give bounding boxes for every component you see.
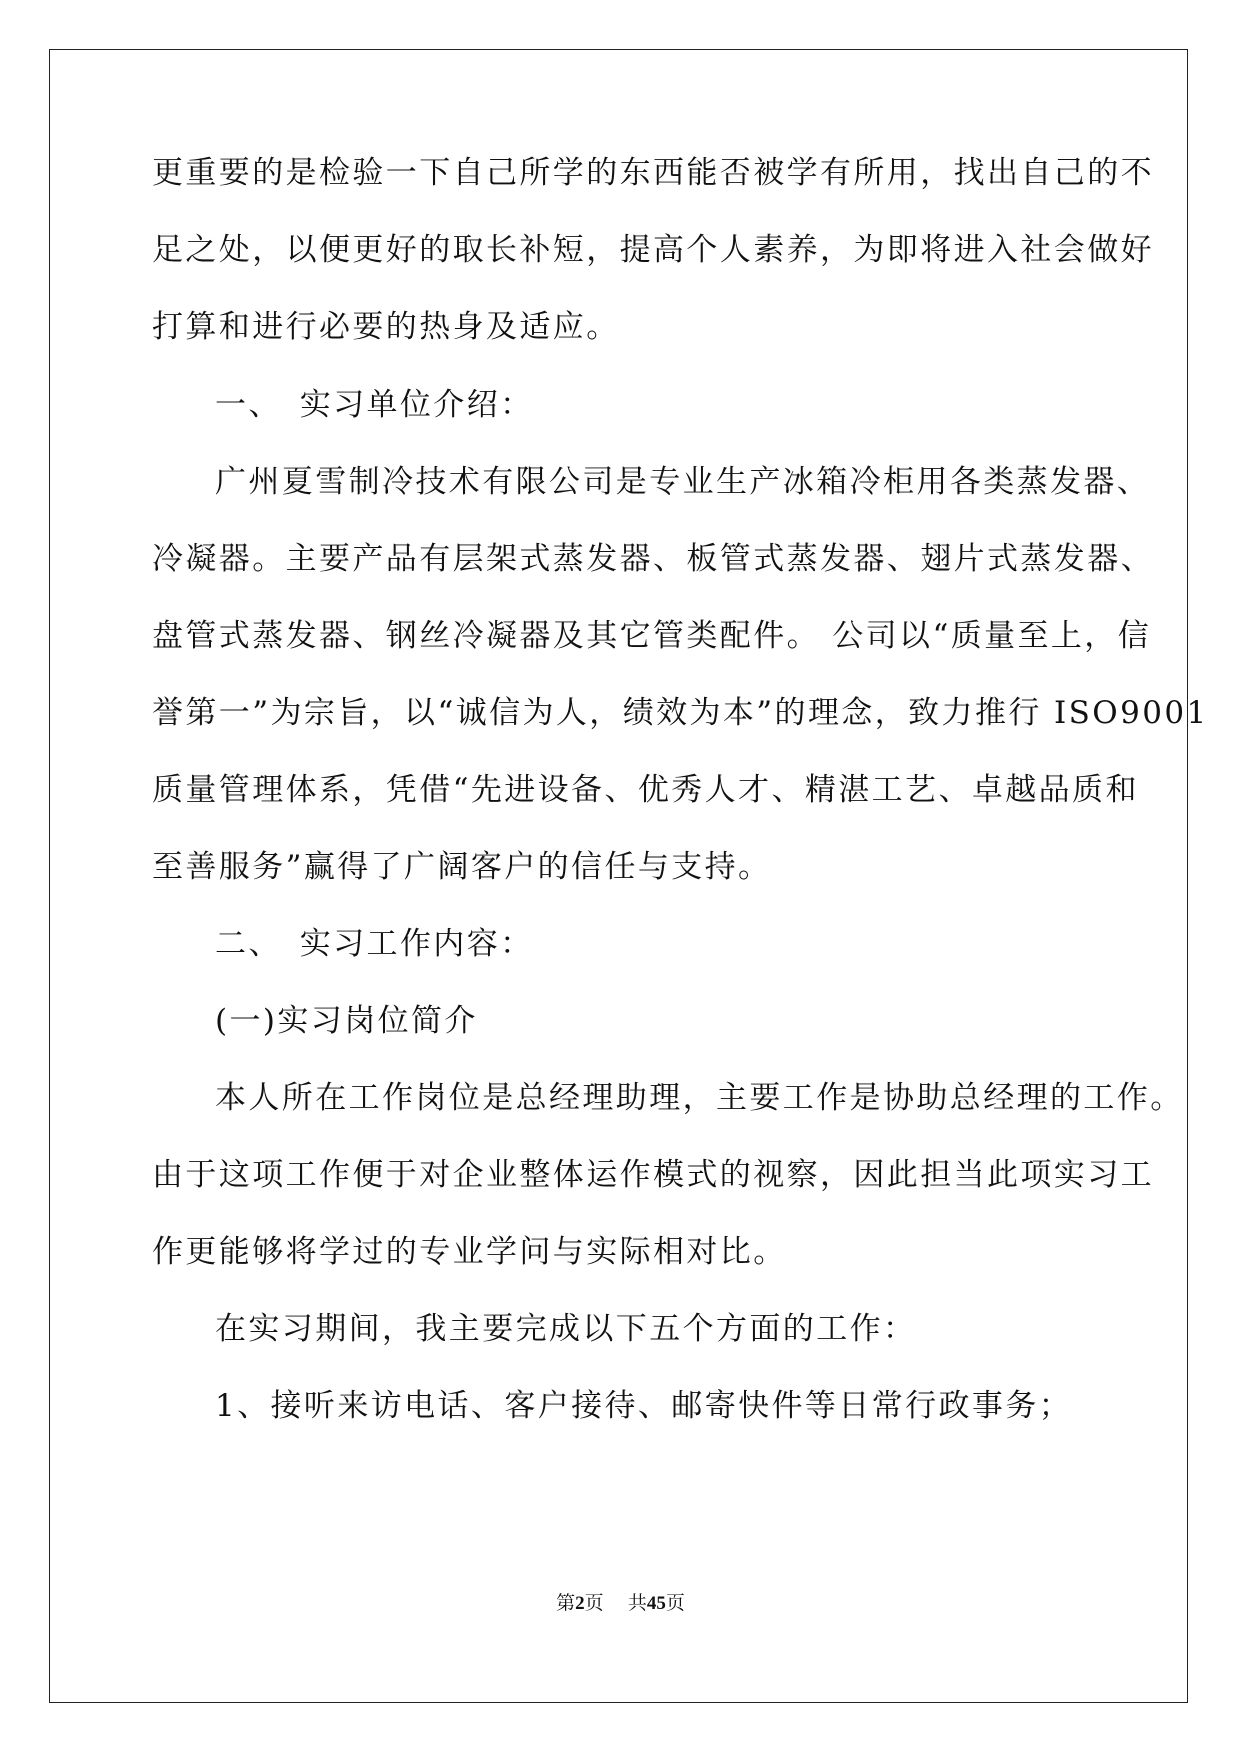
paragraph-line: 冷凝器。主要产品有层架式蒸发器、板管式蒸发器、翅片式蒸发器、	[152, 541, 1154, 577]
section-heading: 一、 实习单位介绍：	[215, 387, 534, 423]
page-suffix: 页	[584, 1592, 604, 1614]
list-item: 1、接听来访电话、客户接待、邮寄快件等日常行政事务；	[215, 1388, 1073, 1424]
paragraph-line: 本人所在工作岗位是总经理助理，主要工作是协助总经理的工作。	[215, 1080, 1184, 1116]
paragraph-line: 在实习期间，我主要完成以下五个方面的工作：	[215, 1311, 917, 1347]
section-heading: 二、 实习工作内容：	[215, 926, 534, 962]
paragraph-line: 盘管式蒸发器、钢丝冷凝器及其它管类配件。 公司以“质量至上，信	[152, 618, 1152, 654]
paragraph-line: 足之处，以便更好的取长补短，提高个人素养，为即将进入社会做好	[152, 232, 1154, 268]
page-footer	[0, 1591, 1241, 1616]
page-total: 45	[646, 1593, 666, 1614]
paragraph-line: 打算和进行必要的热身及适应。	[152, 309, 620, 345]
paragraph-line: 更重要的是检验一下自己所学的东西能否被学有所用，找出自己的不	[152, 155, 1154, 191]
total-prefix: 共	[627, 1592, 647, 1614]
paragraph-line: 作更能够将学过的专业学问与实际相对比。	[152, 1234, 787, 1270]
page-number: 2	[575, 1593, 585, 1614]
paragraph-line: 由于这项工作便于对企业整体运作模式的视察，因此担当此项实习工	[152, 1157, 1154, 1193]
paragraph-line: 广州夏雪制冷技术有限公司是专业生产冰箱冷柜用各类蒸发器、	[215, 464, 1151, 500]
paragraph-line: 誉第一”为宗旨，以“诚信为人，绩效为本”的理念，致力推行 ISO9001	[152, 695, 1209, 731]
paragraph-line: 至善服务”赢得了广阔客户的信任与支持。	[152, 849, 772, 885]
subsection-heading: (一)实习岗位简介	[215, 1003, 478, 1039]
page-prefix: 第	[556, 1592, 576, 1614]
paragraph-line: 质量管理体系，凭借“先进设备、优秀人才、精湛工艺、卓越品质和	[152, 772, 1139, 808]
total-suffix: 页	[665, 1592, 685, 1614]
